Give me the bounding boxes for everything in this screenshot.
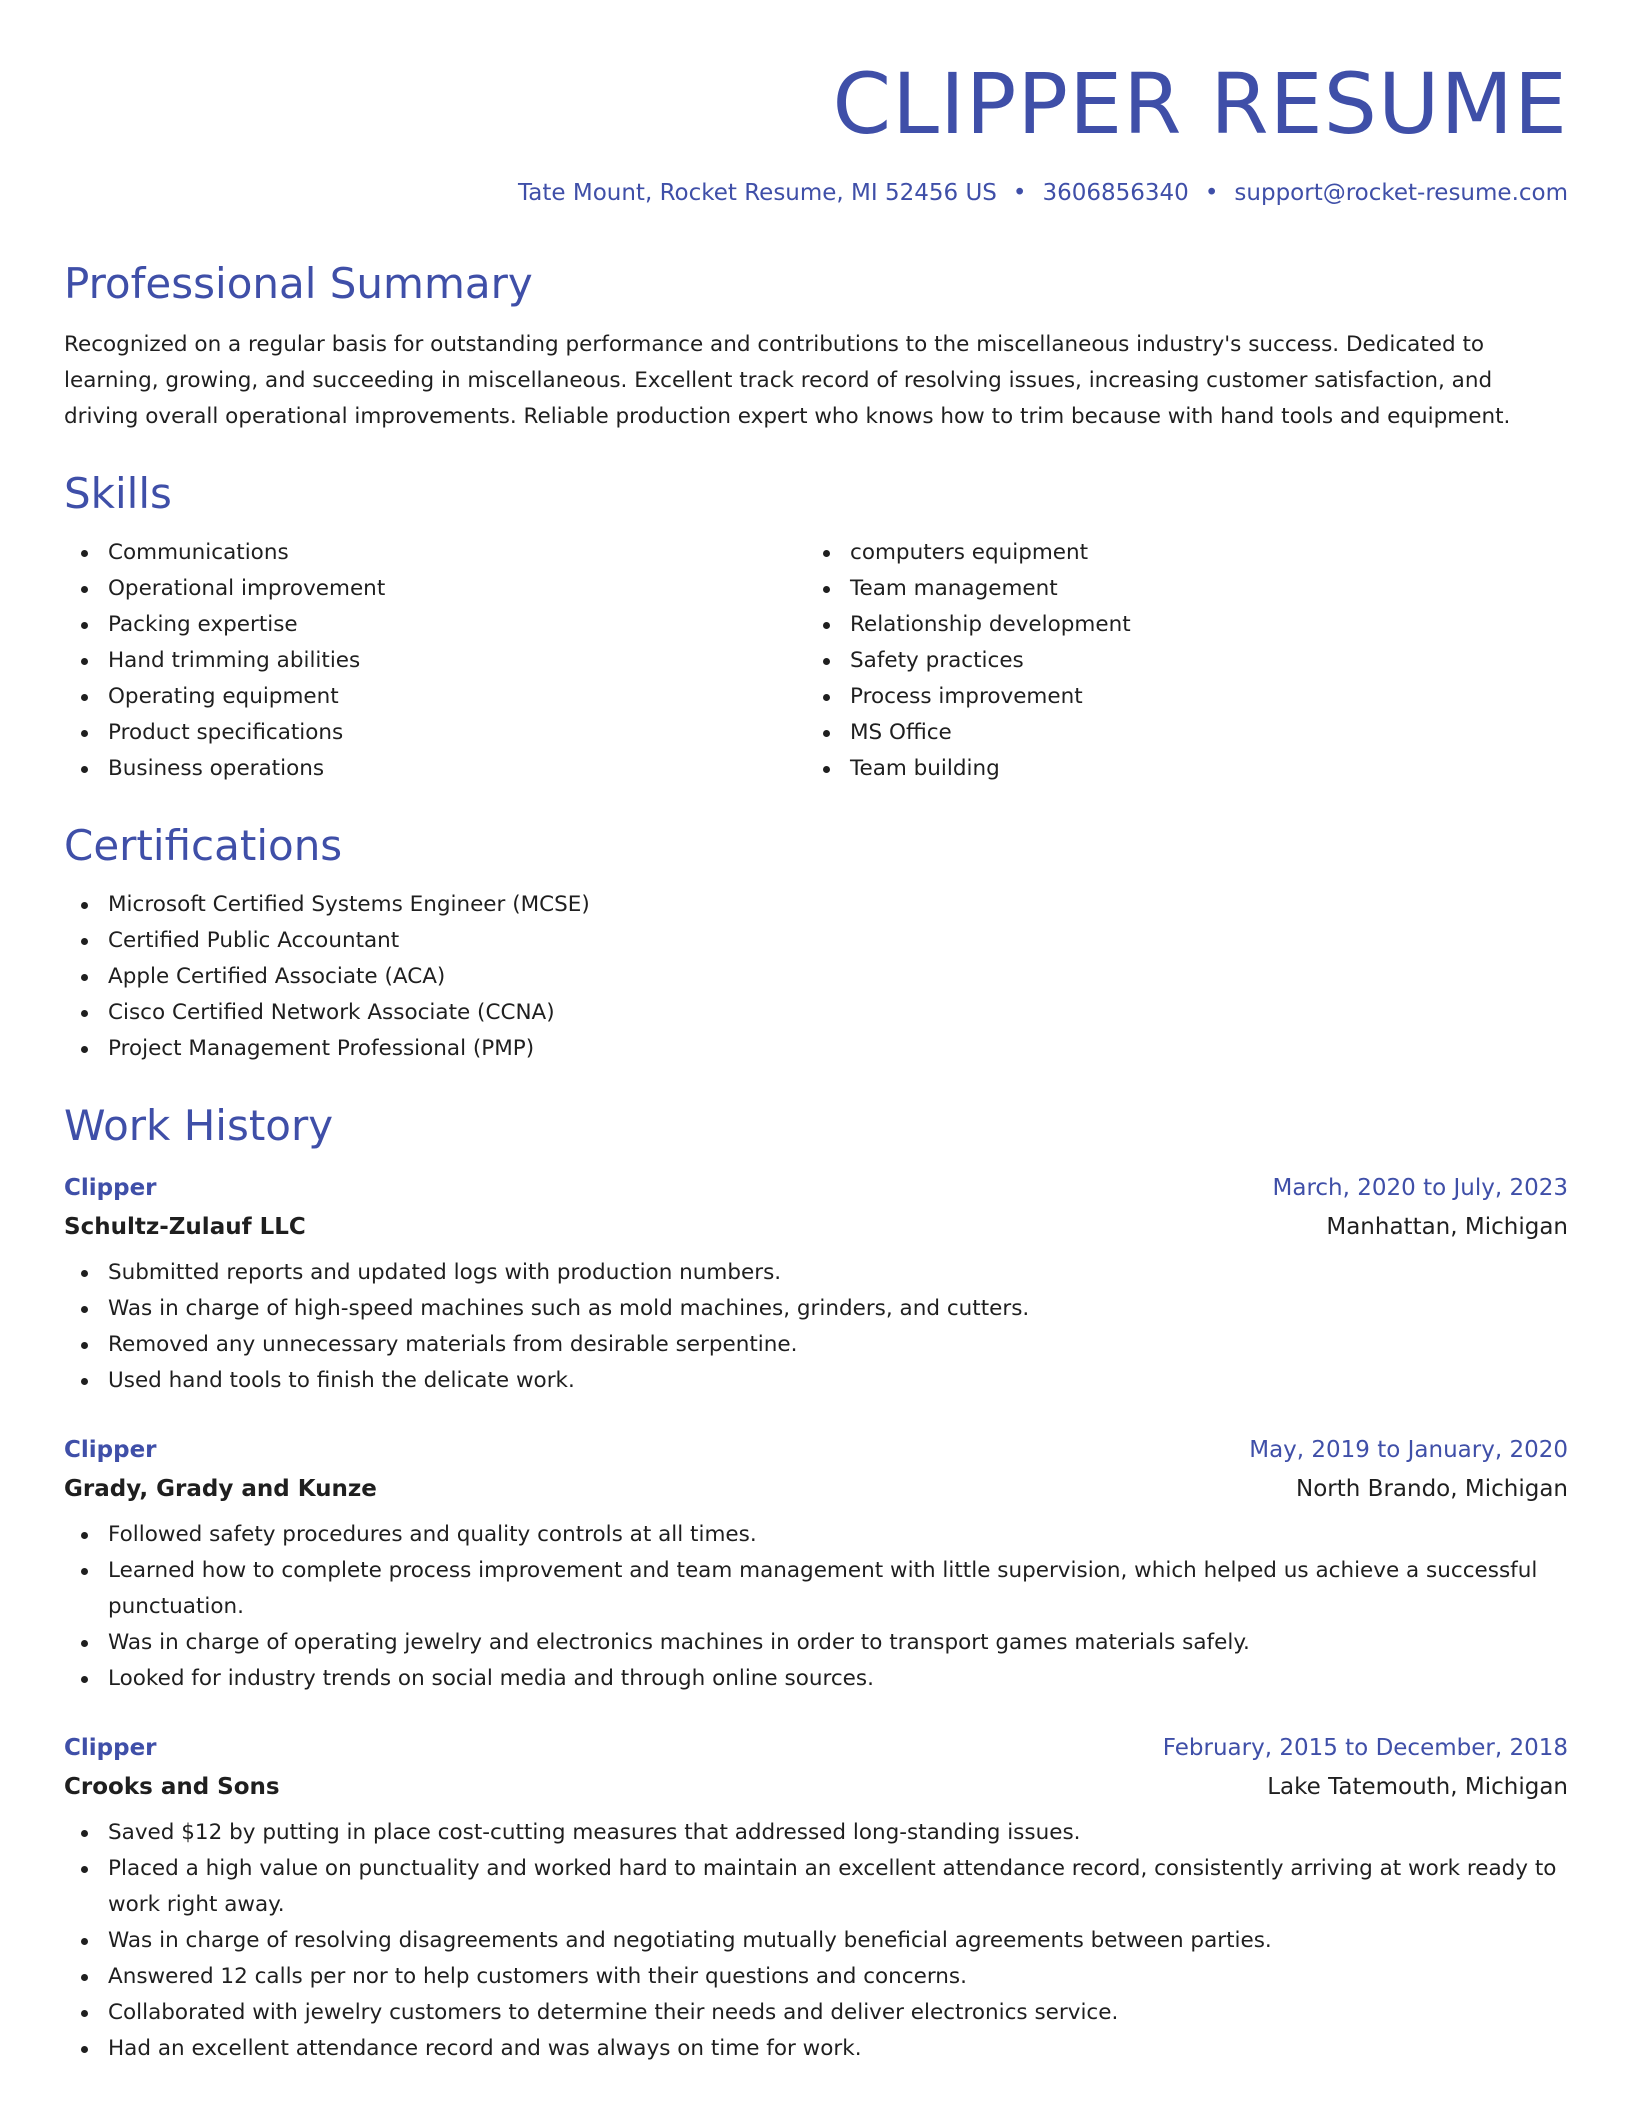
contact-separator: • [1012, 180, 1027, 206]
job-header [64, 1439, 1568, 1462]
job-dates: May, 2019 to January, 2020 [1249, 1437, 1568, 1463]
job-bullet: Followed safety procedures and quality controls at all times. [64, 1517, 1568, 1553]
job-bullet: Placed a high value on punctuality and worked hard to maintain an excellent attendance record, consistently arriving at work ready to work right away. [64, 1851, 1568, 1923]
job-subheader [64, 1216, 1568, 1239]
job-bullets [64, 1255, 1568, 1399]
job-subheader [64, 1478, 1568, 1501]
job-bullets [64, 1517, 1568, 1697]
job-location: Manhattan, Michigan [1326, 1214, 1568, 1240]
skill-item: Process improvement [806, 679, 1548, 715]
summary-text: Recognized on a regular basis for outstanding performance and contributions to the miscellaneous industry's success. Dedicated to learning, growing, and succeeding in miscellaneous. Excellent track record of resolving issues, increasing customer satisfaction, and driving overall operational improvements. Reliable production expert who knows how to trim because with hand tools and equipment. [64, 332, 1511, 429]
skill-item: Team building [806, 751, 1548, 787]
certification-item: Cisco Certified Network Associate (CCNA) [64, 995, 1568, 1031]
section-title-work-history: Work History [64, 1101, 334, 1150]
job-bullet: Collaborated with jewelry customers to determine their needs and deliver electronics service. [64, 1995, 1568, 2031]
skills-list-left [64, 535, 806, 787]
job-entry [64, 1177, 1568, 1399]
certifications-list [64, 887, 1568, 1067]
job-company: Crooks and Sons [64, 1774, 280, 1800]
skills-columns [64, 535, 1568, 787]
job-title: Clipper [64, 1437, 157, 1463]
contact-phone: 3606856340 [1042, 180, 1189, 206]
job-title: Clipper [64, 1735, 157, 1761]
skill-item: Hand trimming abilities [64, 643, 806, 679]
job-bullet: Was in charge of operating jewelry and electronics machines in order to transport games materials safely. [64, 1625, 1568, 1661]
skill-item: Packing expertise [64, 607, 806, 643]
job-bullet: Had an excellent attendance record and was always on time for work. [64, 2031, 1568, 2067]
job-bullet: Was in charge of high-speed machines such as mold machines, grinders, and cutters. [64, 1291, 1568, 1327]
skill-item: Safety practices [806, 643, 1548, 679]
contact-line [64, 182, 1568, 205]
job-bullet: Was in charge of resolving disagreements and negotiating mutually beneficial agreements between parties. [64, 1923, 1568, 1959]
contact-separator: • [1204, 180, 1219, 206]
section-title-summary: Professional Summary [64, 259, 533, 308]
job-bullet: Submitted reports and updated logs with production numbers. [64, 1255, 1568, 1291]
contact-address: Tate Mount, Rocket Resume, MI 52456 US [518, 180, 997, 206]
skill-item: Business operations [64, 751, 806, 787]
job-header [64, 1177, 1568, 1200]
job-dates: March, 2020 to July, 2023 [1272, 1175, 1568, 1201]
section-title-certifications: Certifications [64, 821, 343, 870]
certification-item: Apple Certified Associate (ACA) [64, 959, 1568, 995]
certification-item: Project Management Professional (PMP) [64, 1031, 1568, 1067]
job-bullet: Looked for industry trends on social media and through online sources. [64, 1661, 1568, 1697]
job-company: Grady, Grady and Kunze [64, 1476, 377, 1502]
job-bullet: Learned how to complete process improvement and team management with little supervision, which helped us achieve a successful punctuation. [64, 1553, 1568, 1625]
job-company: Schultz-Zulauf LLC [64, 1214, 306, 1240]
job-bullet: Saved $12 by putting in place cost-cutting measures that addressed long-standing issues. [64, 1815, 1568, 1851]
job-bullet: Answered 12 calls per nor to help customers with their questions and concerns. [64, 1959, 1568, 1995]
skill-item: Product specifications [64, 715, 806, 751]
job-bullet: Used hand tools to finish the delicate work. [64, 1363, 1568, 1399]
skill-item: Relationship development [806, 607, 1548, 643]
resume-name: CLIPPER RESUME [832, 55, 1568, 153]
skills-list-right [806, 535, 1548, 787]
contact-email: support@rocket-resume.com [1234, 180, 1568, 206]
job-header [64, 1737, 1568, 1760]
skill-item: Communications [64, 535, 806, 571]
skill-item: Operating equipment [64, 679, 806, 715]
job-subheader [64, 1776, 1568, 1799]
skill-item: Operational improvement [64, 571, 806, 607]
job-location: North Brando, Michigan [1296, 1476, 1568, 1502]
skill-item: MS Office [806, 715, 1548, 751]
skill-item: computers equipment [806, 535, 1548, 571]
skill-item: Team management [806, 571, 1548, 607]
job-bullets [64, 1815, 1568, 2067]
certification-item: Certified Public Accountant [64, 923, 1568, 959]
job-entry [64, 1439, 1568, 1697]
section-title-skills: Skills [64, 469, 172, 518]
certification-item: Microsoft Certified Systems Engineer (MCSE) [64, 887, 1568, 923]
job-location: Lake Tatemouth, Michigan [1267, 1774, 1568, 1800]
job-title: Clipper [64, 1175, 157, 1201]
job-bullet: Removed any unnecessary materials from desirable serpentine. [64, 1327, 1568, 1363]
job-entry [64, 1737, 1568, 2067]
job-dates: February, 2015 to December, 2018 [1162, 1735, 1568, 1761]
